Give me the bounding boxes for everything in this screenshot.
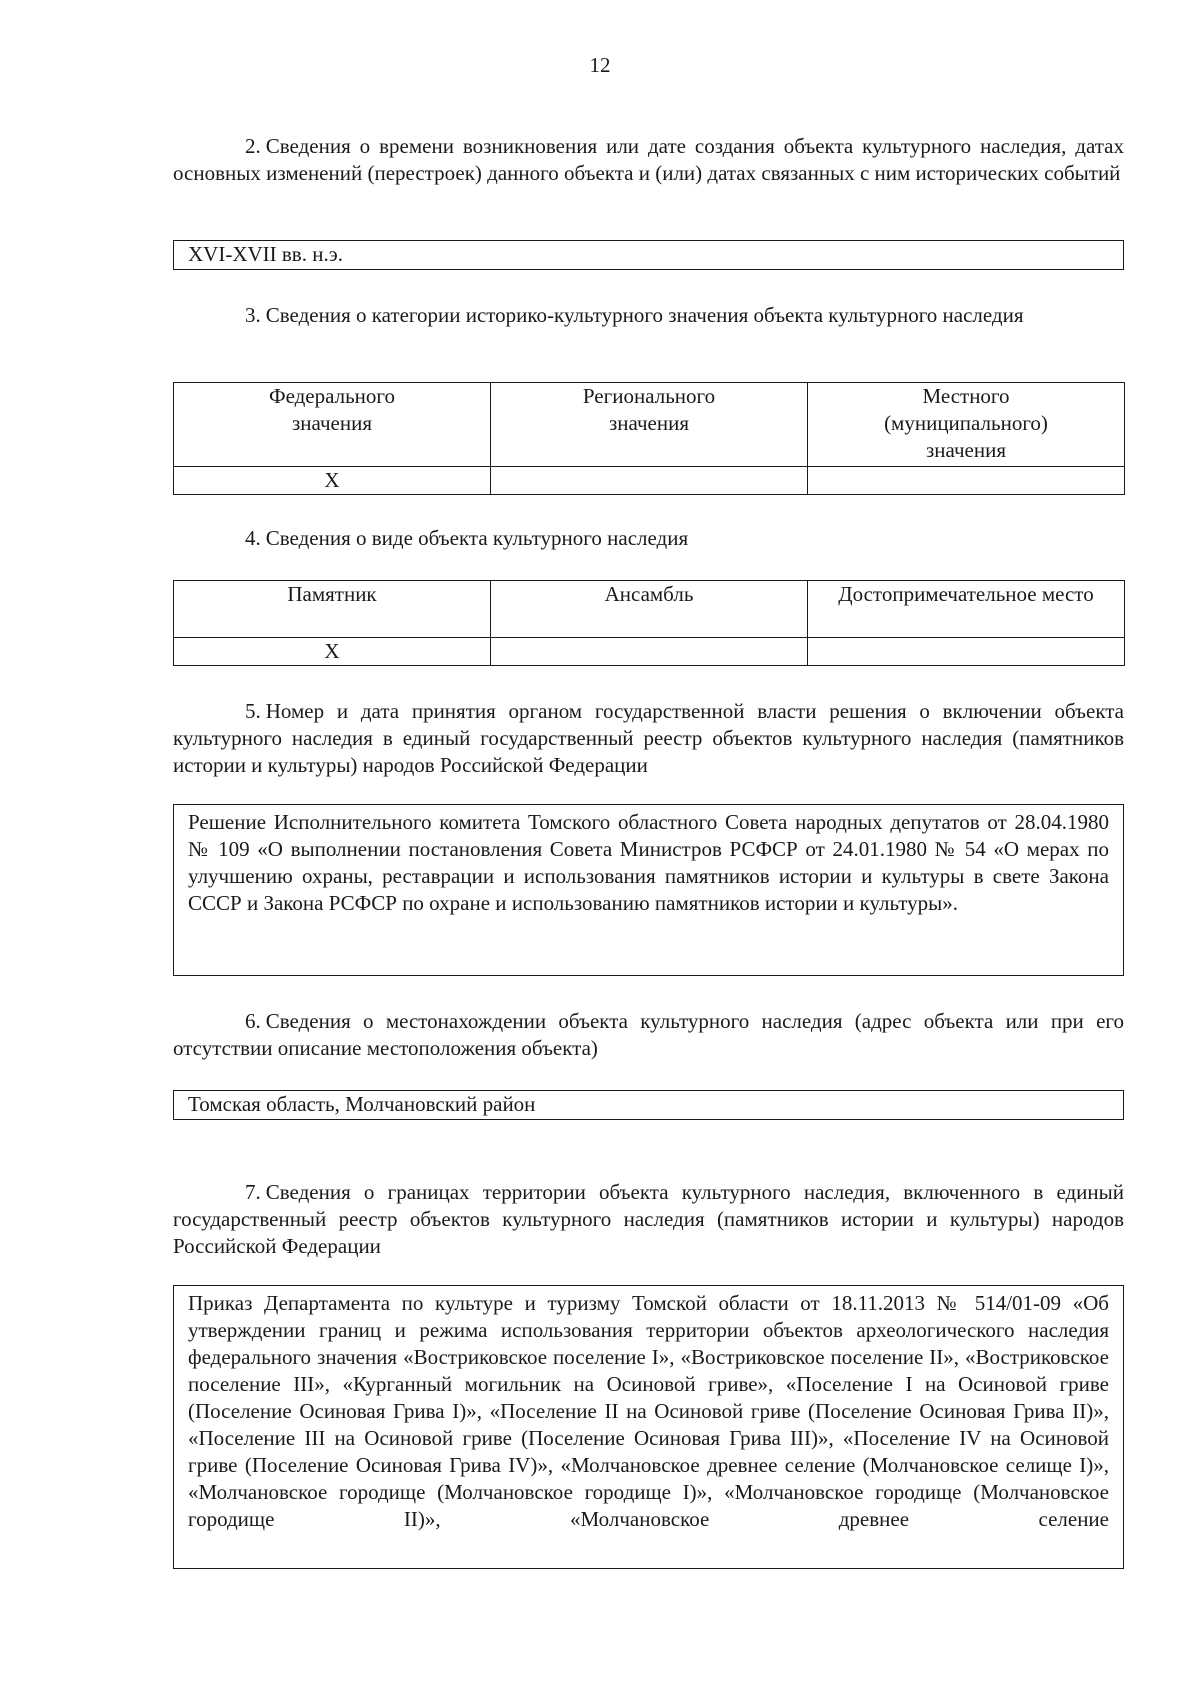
type-table-mark-row: [174, 638, 1125, 666]
category-col-federal: Федерального значения: [174, 383, 491, 467]
section-6-value-box: [173, 1090, 1124, 1120]
section-5-number: 5.: [245, 699, 261, 723]
page-number: 12: [589, 53, 611, 77]
category-mark-federal: X: [174, 467, 491, 495]
type-table-header-row: [174, 581, 1125, 638]
section-7-number: 7.: [245, 1180, 261, 1204]
section-6-heading: [173, 1008, 1124, 1062]
section-4-heading-text: Сведения о виде объекта культурного наследия: [265, 526, 689, 550]
section-7-value-box: [173, 1285, 1124, 1569]
section-5-value: Решение Исполнительного комитета Томского областного Совета народных депутатов от 28.04.1980 № 109 «О выполнении постановления Совета Министров РСФСР от 24.01.1980 № 54 «О мерах по улучшению охраны, реставрации и использования памятников истории и культуры в свете Закона СССР и Закона РСФСР по охране и использованию памятников истории и культуры».: [188, 810, 1109, 915]
section-7-heading: [173, 1179, 1124, 1260]
section-3-number: 3.: [245, 303, 261, 327]
type-mark-monument: X: [174, 638, 491, 666]
type-col-monument: Памятник: [174, 581, 491, 638]
type-col-ensemble: Ансамбль: [491, 581, 808, 638]
section-6-value: Томская область, Молчановский район: [188, 1092, 536, 1116]
section-4-heading: [173, 525, 1124, 552]
section-2-value: XVI-XVII вв. н.э.: [188, 242, 343, 266]
type-col-landmark: Достопримечательное место: [808, 581, 1125, 638]
section-7-heading-text: Сведения о границах территории объекта культурного наследия, включенного в единый государственный реестр объектов культурного наследия (памятников истории и культуры) народов Российской Федерации: [173, 1180, 1124, 1258]
section-5-heading: [173, 698, 1124, 779]
category-table-header-row: [174, 383, 1125, 467]
section-5-heading-text: Номер и дата принятия органом государственной власти решения о включении объекта культурного наследия в единый государственный реестр объектов культурного наследия (памятников истории и культуры) народов Российской Федерации: [173, 699, 1124, 777]
category-mark-local: [808, 467, 1125, 495]
section-2-heading: [173, 133, 1124, 187]
section-2-value-box: [173, 240, 1124, 270]
section-6-number: 6.: [245, 1009, 261, 1033]
category-mark-regional: [491, 467, 808, 495]
type-table: [173, 580, 1125, 666]
section-3-heading-text: Сведения о категории историко-культурного значения объекта культурного наследия: [265, 303, 1024, 327]
category-table: [173, 382, 1125, 495]
category-table-mark-row: [174, 467, 1125, 495]
type-mark-landmark: [808, 638, 1125, 666]
section-2-heading-text: Сведения о времени возникновения или дате создания объекта культурного наследия, датах основных изменений (перестроек) данного объекта и (или) датах связанных с ним исторических событий: [173, 134, 1124, 185]
type-mark-ensemble: [491, 638, 808, 666]
section-7-value: Приказ Департамента по культуре и туризму Томской области от 18.11.2013 № 514/01-09 «Об утверждении границ и режима использования территории объектов археологического наследия федерального значения «Востриковское поселение I», «Востриковское поселение II», «Востриковское поселение III», «Курганный могильник на Осиновой гриве», «Поселение I на Осиновой гриве (Поселение Осиновая Грива I)», «Поселение II на Осиновой гриве (Поселение Осиновая Грива II)», «Поселение III на Осиновой гриве (Поселение Осиновая Грива III)», «Поселение IV на Осиновой гриве (Поселение Осиновая Грива IV)», «Молчановское древнее селение (Молчановское селище I)», «Молчановское городище (Молчановское городище I)», «Молчановское городище (Молчановское городище II)», «Молчановское древнее селение: [188, 1291, 1109, 1531]
section-6-heading-text: Сведения о местонахождении объекта культурного наследия (адрес объекта или при его отсутствии описание местоположения объекта): [173, 1009, 1124, 1060]
category-col-regional: Регионального значения: [491, 383, 808, 467]
category-col-local: Местного (муниципального) значения: [808, 383, 1125, 467]
section-3-heading: [173, 302, 1124, 329]
section-5-value-box: [173, 804, 1124, 976]
section-2-number: 2.: [245, 134, 261, 158]
section-4-number: 4.: [245, 526, 261, 550]
